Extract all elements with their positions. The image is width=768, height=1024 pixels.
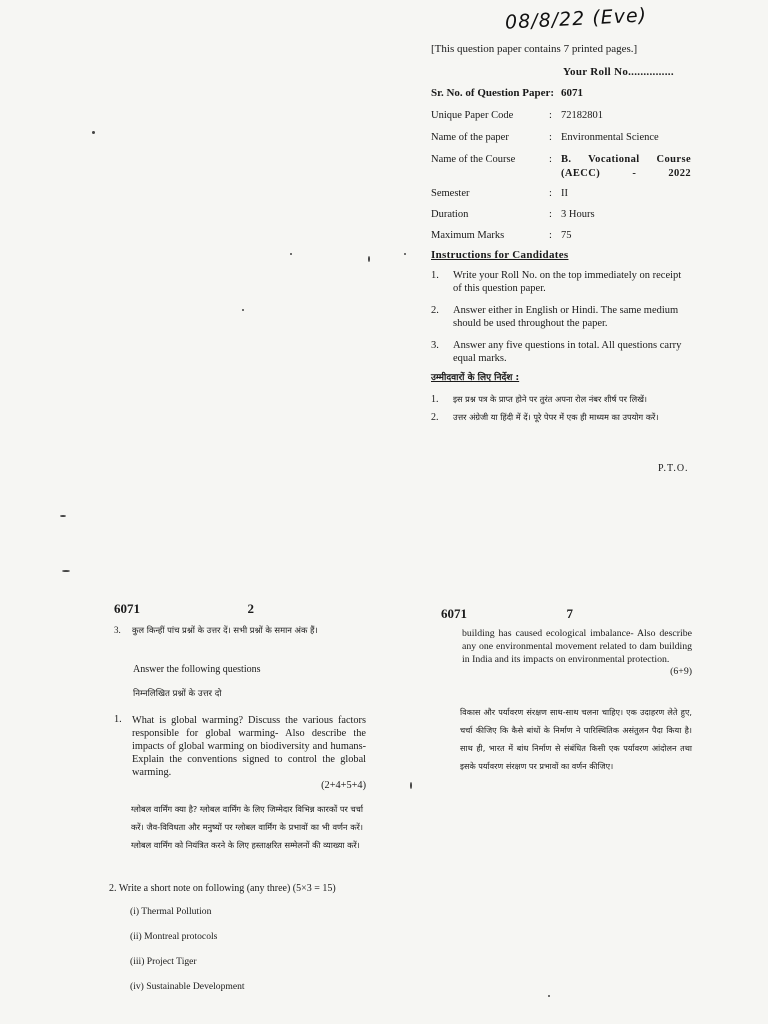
info-row [431,153,691,187]
left-page-header [114,601,254,617]
question-continuation-hindi: विकास और पर्यावरण संरक्षण साथ-साथ चलना चाहिए। एक उदाहरण लेते हुए, चर्चा कीजिए कि कैसे बांधों के निर्माण ने पारिस्थितिक असंतुलन पैदा किया है। साथ ही, भारत में बांध निर्माण से संबंधित किसी एक पर्यावरण आंदोलन तथा इसके पर्यावरण संरक्षण पर प्रभावों का वर्णन कीजिए। [460,707,692,771]
instruction-item [431,269,691,295]
question-2: 2. Write a short note on following (any three) (5×3 = 15) [109,883,336,894]
question-marks: (6+9) [670,666,692,678]
roll-number-label: Your Roll No............... [563,66,674,78]
info-colon: : [549,209,552,220]
question-2-options [130,906,245,1006]
info-colon: : [549,154,552,165]
hindi-instruction-number: 2. [431,412,439,423]
paper-code: 6071 [114,601,140,616]
info-label: Name of the Course [431,154,516,165]
info-value: B. Vocational Course (AECC) - 2022 [561,154,691,179]
info-label: Semester [431,188,470,199]
question-1-hindi: ग्लोबल वार्मिंग क्या है? ग्लोबल वार्मिंग के लिए जिम्मेदार विभिन्न कारकों पर चर्चा करें। जैव-विविधता और मनुष्यों पर ग्लोबल वार्मिंग के प्रभावों का भी वर्णन करें। ग्लोबल वार्मिंग को नियंत्रित करने के लिए हस्ताक्षरित सम्मेलनों की व्याख्या करें। [131,804,363,850]
scan-speck [92,131,95,134]
info-colon: : [549,230,552,241]
hindi-instruction-item [431,410,697,425]
scan-speck [404,253,406,255]
hindi-instructions-heading: उम्मीदवारों के लिए निर्देश : [431,373,520,383]
info-label: Maximum Marks [431,230,505,241]
question-body: What is global warming? Discuss the various factors responsible for global warming- Also describe the impacts of global warming on biodiversity and humans- Explain the conventions signed to control the global warming. [132,715,366,778]
scan-speck [62,570,70,572]
serial-label: Sr. No. of Question Paper: [431,87,555,99]
info-label: Name of the paper [431,132,509,143]
scan-speck [368,256,370,262]
instruction-number: 3. [114,625,121,635]
paper-info-table [431,109,691,249]
info-row [431,131,691,153]
hindi-instruction-number: 1. [431,394,439,405]
hindi-instruction-item [431,392,697,407]
scan-speck [410,782,412,789]
short-note-item: (iv) Sustainable Development [130,981,245,992]
instruction-text: Write your Roll No. on the top immediately on receipt of this question paper. [453,270,682,294]
printed-pages-note: [This question paper contains 7 printed pages.] [431,43,638,55]
info-row [431,229,691,249]
instruction-text: Answer either in English or Hindi. The same medium should be used throughout the paper. [453,305,679,329]
info-value: 72182801 [561,110,603,121]
question-continuation [462,628,692,679]
scan-speck [290,253,292,255]
question-number: 1. [114,714,122,725]
question-marks: (2+4+5+4) [321,780,366,791]
scan-speck [548,995,550,997]
instruction-text: Answer any five questions in total. All questions carry equal marks. [453,340,682,364]
instruction-number: 1. [431,270,439,281]
hindi-instruction-text: इस प्रश्न पत्र के प्राप्त होने पर तुरंत अपना रोल नंबर शीर्ष पर लिखें। [453,394,648,404]
page-number: 7 [566,606,573,621]
scan-speck [60,515,66,517]
hindi-instruction-3 [114,625,374,636]
short-note-item: (ii) Montreal protocols [130,931,218,942]
page-number: 2 [247,601,254,616]
short-note-item: (i) Thermal Pollution [130,906,212,917]
paper-code: 6071 [441,606,467,621]
right-page-header [441,606,573,622]
question-body: building has caused ecological imbalance- Also describe any one environmental movement related to dam building in India and its impacts on environmental protection. [462,628,692,665]
info-row [431,208,691,229]
serial-value: 6071 [561,87,583,99]
scan-speck [242,309,244,311]
info-colon: : [549,132,552,143]
info-colon: : [549,110,552,121]
info-value: 3 Hours [561,209,595,220]
instructions-heading: Instructions for Candidates [431,249,569,261]
instructions-list [431,269,691,374]
answer-prompt-english: Answer the following questions [133,664,261,675]
instruction-number: 3. [431,340,439,351]
info-label: Unique Paper Code [431,110,514,121]
answer-prompt-hindi: निम्नलिखित प्रश्नों के उत्तर दो [133,689,222,699]
instruction-text: कुल किन्हीं पांच प्रश्नों के उत्तर दें। सभी प्रश्नों के समान अंक हैं। [132,625,318,635]
instruction-number: 2. [431,305,439,316]
question-paper-serial-row [431,87,583,99]
instruction-item [431,304,691,330]
info-colon: : [549,188,552,199]
info-row [431,109,691,131]
question-text [132,714,366,792]
info-value: Environmental Science [561,132,659,143]
info-label: Duration [431,209,469,220]
pto-label: P.T.O. [658,463,689,474]
info-value: 75 [561,230,572,241]
hindi-instructions-list [431,392,697,428]
short-note-item: (iii) Project Tiger [130,956,197,967]
instruction-item [431,339,691,365]
handwritten-date: 08/8/22 (Eve) [504,4,648,34]
question-1 [114,714,366,792]
hindi-instruction-text: उत्तर अंग्रेजी या हिंदी में दें। पूरे पेपर में एक ही माध्यम का उपयोग करें। [453,412,659,422]
info-row [431,187,691,208]
info-value: II [561,188,568,199]
